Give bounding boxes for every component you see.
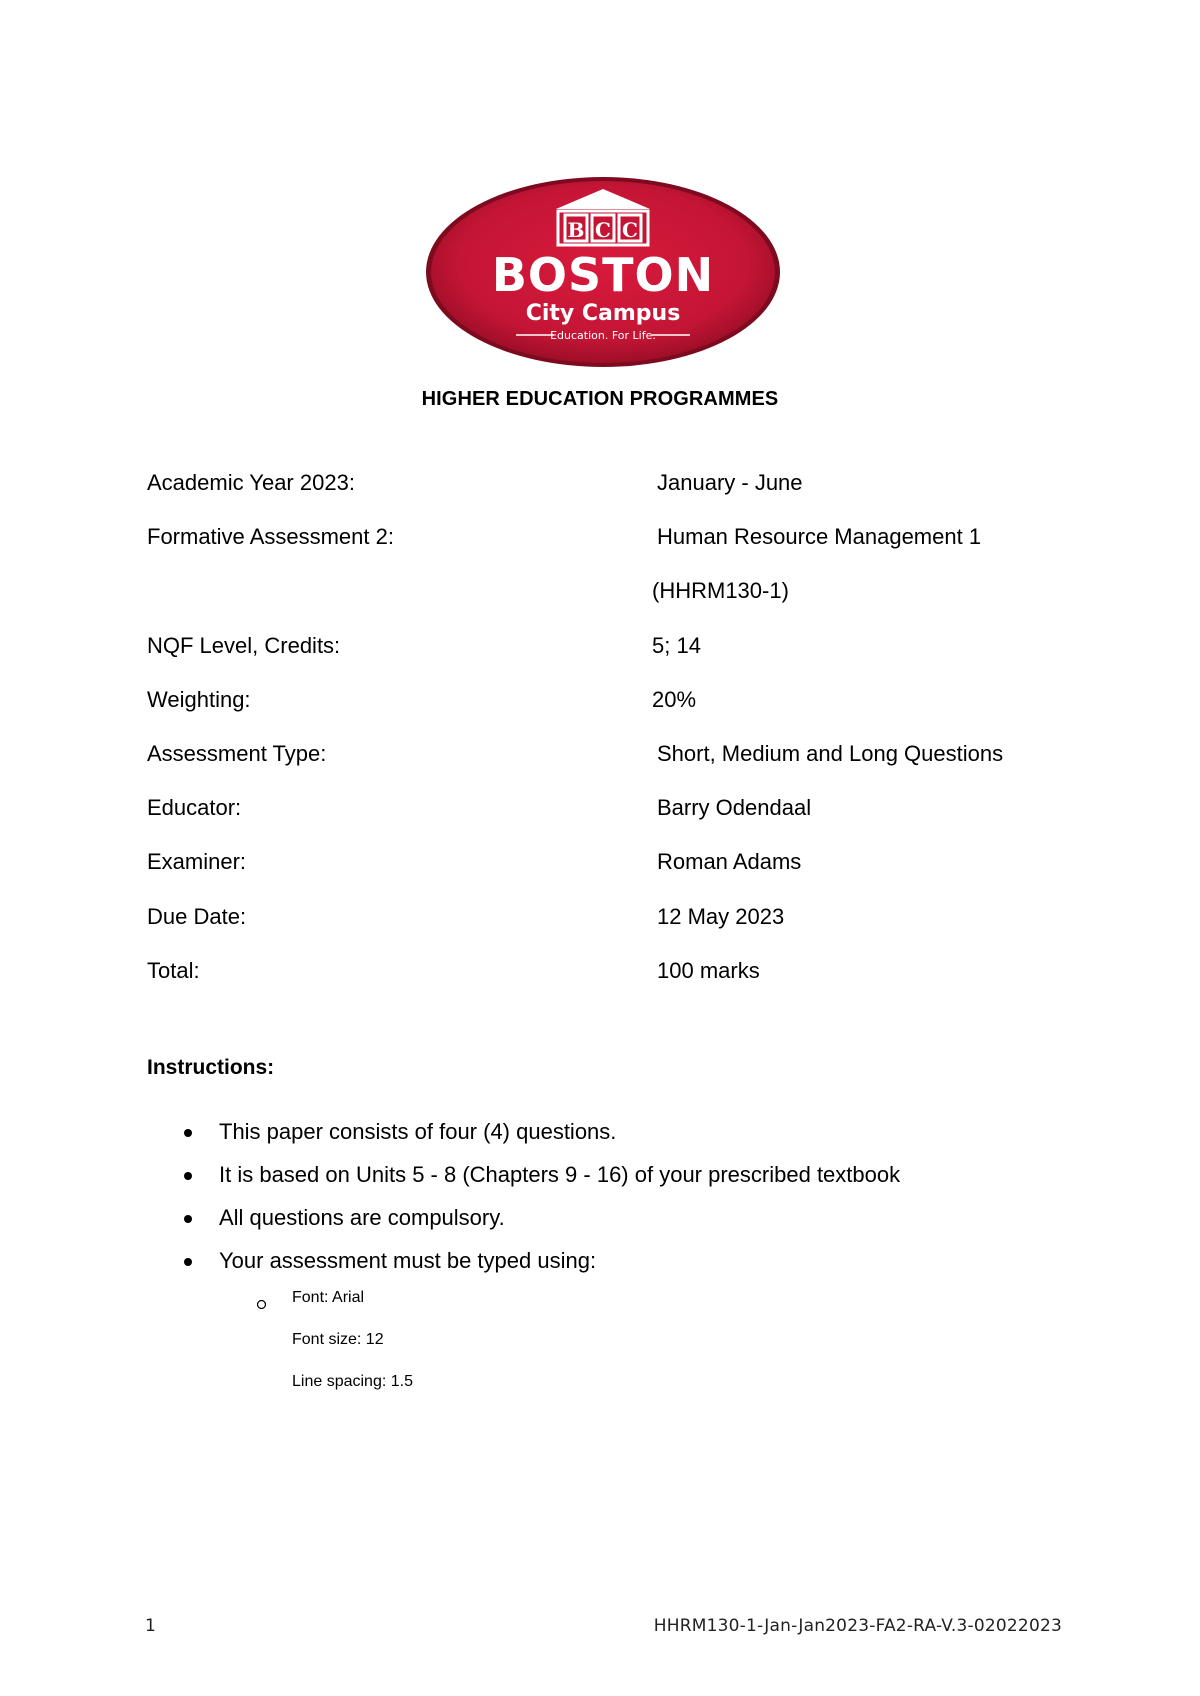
- detail-row: [147, 739, 1087, 793]
- detail-row: [147, 956, 1087, 1010]
- detail-row: [147, 902, 1087, 956]
- svg-text:B: B: [567, 218, 585, 242]
- formatting-sublist: [147, 1289, 1147, 1415]
- page-number: 1: [145, 1616, 156, 1636]
- detail-row: [147, 522, 1087, 576]
- detail-value: 20%: [652, 686, 697, 712]
- sublist-item-text: Font size: 12: [292, 1331, 384, 1348]
- detail-value: (HHRM130-1): [652, 578, 789, 604]
- detail-row: [147, 631, 1087, 685]
- sublist-item: [147, 1289, 1147, 1331]
- detail-value: January - June: [657, 470, 803, 495]
- svg-text:C: C: [595, 218, 611, 242]
- assessment-details: [147, 468, 1087, 1010]
- detail-value: Human Resource Management 1: [657, 524, 982, 550]
- sublist-item: [147, 1373, 1147, 1415]
- detail-label: Due Date:: [147, 903, 247, 929]
- list-item-text: All questions are compulsory.: [219, 1205, 505, 1230]
- bullet-icon: [184, 1258, 192, 1266]
- circle-bullet-icon: [257, 1300, 266, 1309]
- list-item: [147, 1203, 1147, 1246]
- bullet-icon: [184, 1172, 192, 1180]
- detail-row: [147, 468, 1087, 522]
- detail-label: Formative Assessment 2:: [147, 524, 394, 550]
- sublist-item-text: Font: Arial: [292, 1289, 365, 1306]
- list-item-text: Your assessment must be typed using:: [219, 1248, 597, 1273]
- instructions-list: [147, 1117, 1147, 1289]
- logo-graphic: [424, 175, 782, 369]
- logo-tagline: Education. For Life.: [550, 329, 656, 342]
- boston-city-campus-logo: [424, 175, 782, 369]
- list-item: [147, 1246, 1147, 1289]
- detail-label: Examiner:: [147, 849, 247, 875]
- page-title: HIGHER EDUCATION PROGRAMMES: [421, 388, 779, 410]
- detail-label: Weighting:: [147, 686, 251, 712]
- detail-row: [147, 847, 1087, 901]
- bullet-icon: [184, 1129, 192, 1137]
- detail-label: Academic Year 2023:: [147, 470, 355, 495]
- detail-row: [147, 685, 1087, 739]
- detail-value: 12 May 2023: [657, 903, 785, 929]
- instructions-heading: Instructions:: [147, 1056, 275, 1079]
- list-item: [147, 1117, 1147, 1160]
- list-item: [147, 1160, 1147, 1203]
- list-item-text: It is based on Units 5 - 8 (Chapters 9 - 16) of your prescribed textbook: [219, 1162, 901, 1187]
- detail-value: 5; 14: [652, 632, 701, 658]
- detail-label: Total:: [147, 957, 200, 983]
- document-code: HHRM130-1-Jan-Jan2023-FA2-RA-V.3-02022023: [653, 1616, 1062, 1636]
- detail-label: Assessment Type:: [147, 740, 327, 766]
- sublist-item: [147, 1331, 1147, 1373]
- detail-row: [147, 576, 1087, 630]
- detail-label: NQF Level, Credits:: [147, 632, 341, 658]
- list-item-text: This paper consists of four (4) questions.: [219, 1119, 617, 1144]
- bullet-icon: [184, 1215, 192, 1223]
- detail-label: Educator:: [147, 795, 242, 821]
- detail-value: Roman Adams: [657, 849, 802, 875]
- logo-name: BOSTON: [491, 248, 715, 302]
- detail-value: 100 marks: [657, 957, 760, 983]
- sublist-item-text: Line spacing: 1.5: [292, 1373, 413, 1390]
- detail-value: Short, Medium and Long Questions: [657, 740, 1004, 766]
- detail-row: [147, 793, 1087, 847]
- logo-subname: City Campus: [525, 301, 681, 326]
- detail-value: Barry Odendaal: [657, 795, 812, 821]
- svg-text:C: C: [622, 218, 638, 242]
